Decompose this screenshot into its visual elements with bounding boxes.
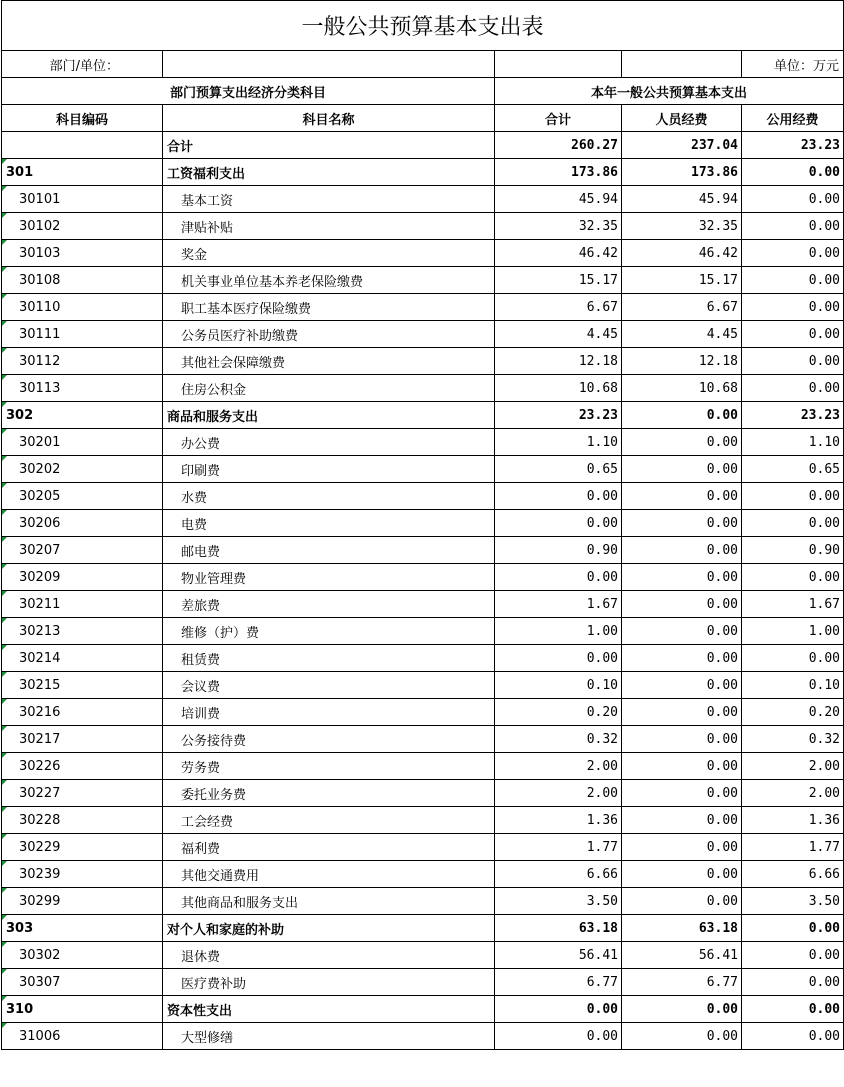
group-header-right: 本年一般公共预算基本支出 [495, 78, 844, 105]
row-code-text: 30213 [19, 623, 61, 639]
row-personnel: 0.00 [622, 456, 742, 483]
row-personnel: 0.00 [622, 834, 742, 861]
text-number-marker-icon [2, 429, 7, 434]
row-total: 1.00 [495, 618, 622, 645]
page-title: 一般公共预算基本支出表 [2, 1, 844, 51]
row-code [2, 942, 163, 969]
text-number-marker-icon [2, 1023, 7, 1028]
row-public: 1.10 [742, 429, 844, 456]
row-code [2, 186, 163, 213]
row-total: 1.10 [495, 429, 622, 456]
row-code [2, 348, 163, 375]
text-number-marker-icon [2, 618, 7, 623]
row-code [2, 267, 163, 294]
row-name: 其他商品和服务支出 [163, 888, 495, 915]
row-name: 委托业务费 [163, 780, 495, 807]
row-public: 0.00 [742, 645, 844, 672]
row-code [2, 159, 163, 186]
row-code [2, 213, 163, 240]
text-number-marker-icon [2, 915, 7, 920]
row-name: 资本性支出 [163, 996, 495, 1023]
row-name: 培训费 [163, 699, 495, 726]
table-row [2, 915, 844, 942]
row-code [2, 402, 163, 429]
row-personnel: 0.00 [622, 618, 742, 645]
row-public: 0.00 [742, 267, 844, 294]
row-personnel: 10.68 [622, 375, 742, 402]
row-total: 0.00 [495, 564, 622, 591]
row-total: 10.68 [495, 375, 622, 402]
row-personnel: 46.42 [622, 240, 742, 267]
column-header-name: 科目名称 [163, 105, 495, 132]
row-public: 2.00 [742, 753, 844, 780]
table-row [2, 213, 844, 240]
row-personnel: 0.00 [622, 510, 742, 537]
row-name: 大型修缮 [163, 1023, 495, 1050]
table-row [2, 240, 844, 267]
row-code [2, 564, 163, 591]
row-code [2, 888, 163, 915]
row-personnel: 4.45 [622, 321, 742, 348]
row-public: 0.00 [742, 213, 844, 240]
table-row [2, 267, 844, 294]
row-public: 0.00 [742, 348, 844, 375]
text-number-marker-icon [2, 321, 7, 326]
row-name: 福利费 [163, 834, 495, 861]
table-row [2, 402, 844, 429]
row-name: 住房公积金 [163, 375, 495, 402]
text-number-marker-icon [2, 186, 7, 191]
table-row [2, 510, 844, 537]
row-public: 0.00 [742, 159, 844, 186]
row-personnel: 0.00 [622, 888, 742, 915]
row-code-text: 30207 [19, 542, 61, 558]
row-public: 1.36 [742, 807, 844, 834]
row-personnel: 0.00 [622, 1023, 742, 1050]
row-personnel: 0.00 [622, 753, 742, 780]
budget-table [1, 0, 844, 1050]
row-name: 会议费 [163, 672, 495, 699]
row-personnel: 0.00 [622, 645, 742, 672]
row-code-text: 30209 [19, 569, 61, 585]
row-total: 1.77 [495, 834, 622, 861]
text-number-marker-icon [2, 834, 7, 839]
group-header-left: 部门预算支出经济分类科目 [2, 78, 495, 105]
row-total: 15.17 [495, 267, 622, 294]
row-code-text: 30202 [19, 461, 61, 477]
row-name: 基本工资 [163, 186, 495, 213]
row-code [2, 645, 163, 672]
text-number-marker-icon [2, 402, 7, 407]
row-name: 其他社会保障缴费 [163, 348, 495, 375]
row-name: 机关事业单位基本养老保险缴费 [163, 267, 495, 294]
row-code [2, 807, 163, 834]
text-number-marker-icon [2, 348, 7, 353]
row-name: 工资福利支出 [163, 159, 495, 186]
row-public: 0.00 [742, 969, 844, 996]
table-row [2, 537, 844, 564]
row-code [2, 969, 163, 996]
row-code-text: 30228 [19, 812, 61, 828]
title-row [2, 1, 844, 51]
text-number-marker-icon [2, 213, 7, 218]
text-number-marker-icon [2, 807, 7, 812]
row-public: 0.32 [742, 726, 844, 753]
table-row [2, 726, 844, 753]
row-name: 奖金 [163, 240, 495, 267]
empty-cell[interactable] [495, 51, 622, 78]
row-name: 维修（护）费 [163, 618, 495, 645]
text-number-marker-icon [2, 294, 7, 299]
row-code-text: 30201 [19, 434, 61, 450]
table-row [2, 456, 844, 483]
row-public: 0.00 [742, 294, 844, 321]
table-row [2, 1023, 844, 1050]
empty-cell[interactable] [622, 51, 742, 78]
row-total: 56.41 [495, 942, 622, 969]
meta-row [2, 51, 844, 78]
row-public: 0.65 [742, 456, 844, 483]
row-public: 1.77 [742, 834, 844, 861]
row-personnel: 32.35 [622, 213, 742, 240]
row-total: 46.42 [495, 240, 622, 267]
text-number-marker-icon [2, 375, 7, 380]
row-personnel: 6.67 [622, 294, 742, 321]
row-total: 6.66 [495, 861, 622, 888]
text-number-marker-icon [2, 240, 7, 245]
row-personnel: 0.00 [622, 861, 742, 888]
row-code-text: 30110 [19, 299, 61, 315]
row-code [2, 456, 163, 483]
row-code-text: 30299 [19, 893, 61, 909]
row-total: 12.18 [495, 348, 622, 375]
row-code-text: 30103 [19, 245, 61, 261]
dept-label: 部门/单位： [2, 51, 163, 78]
table-row [2, 591, 844, 618]
row-code [2, 618, 163, 645]
row-total: 2.00 [495, 753, 622, 780]
row-code [2, 753, 163, 780]
row-personnel: 0.00 [622, 564, 742, 591]
text-number-marker-icon [2, 942, 7, 947]
row-code-text: 30205 [19, 488, 61, 504]
row-name: 职工基本医疗保险缴费 [163, 294, 495, 321]
row-code-text: 30229 [19, 839, 61, 855]
row-code-text: 30217 [19, 731, 61, 747]
text-number-marker-icon [2, 645, 7, 650]
row-code-text: 30214 [19, 650, 61, 666]
row-total: 23.23 [495, 402, 622, 429]
row-total: 0.00 [495, 1023, 622, 1050]
row-code-text: 30239 [19, 866, 61, 882]
row-code-text: 30215 [19, 677, 61, 693]
total-personnel: 237.04 [622, 132, 742, 159]
row-code [2, 429, 163, 456]
row-code-text: 30113 [19, 380, 61, 396]
row-code [2, 240, 163, 267]
row-name: 其他交通费用 [163, 861, 495, 888]
row-personnel: 0.00 [622, 537, 742, 564]
row-code [2, 537, 163, 564]
table-row [2, 942, 844, 969]
row-code-text: 30206 [19, 515, 61, 531]
row-name: 邮电费 [163, 537, 495, 564]
table-row [2, 672, 844, 699]
group-header-row [2, 78, 844, 105]
row-personnel: 0.00 [622, 996, 742, 1023]
table-row [2, 483, 844, 510]
row-personnel: 6.77 [622, 969, 742, 996]
text-number-marker-icon [2, 996, 7, 1001]
row-code-text: 302 [6, 407, 34, 423]
row-public: 1.67 [742, 591, 844, 618]
column-header-total: 合计 [495, 105, 622, 132]
table-row [2, 861, 844, 888]
row-code-text: 30302 [19, 947, 61, 963]
row-code [2, 699, 163, 726]
row-personnel: 56.41 [622, 942, 742, 969]
text-number-marker-icon [2, 510, 7, 515]
row-total: 0.20 [495, 699, 622, 726]
row-code-text: 301 [6, 164, 34, 180]
row-code-text: 30226 [19, 758, 61, 774]
row-code [2, 780, 163, 807]
table-row [2, 564, 844, 591]
row-name: 工会经费 [163, 807, 495, 834]
text-number-marker-icon [2, 699, 7, 704]
row-code-text: 30227 [19, 785, 61, 801]
row-code [2, 375, 163, 402]
row-name: 退休费 [163, 942, 495, 969]
row-code [2, 1023, 163, 1050]
row-total: 0.10 [495, 672, 622, 699]
row-public: 0.00 [742, 240, 844, 267]
row-public: 0.20 [742, 699, 844, 726]
row-personnel: 0.00 [622, 780, 742, 807]
row-code-text: 30108 [19, 272, 61, 288]
text-number-marker-icon [2, 456, 7, 461]
row-code-text: 310 [6, 1001, 34, 1017]
table-row [2, 618, 844, 645]
row-total: 173.86 [495, 159, 622, 186]
row-code [2, 996, 163, 1023]
row-total: 0.00 [495, 510, 622, 537]
row-total: 1.67 [495, 591, 622, 618]
row-code-text: 30101 [19, 191, 61, 207]
row-total: 6.77 [495, 969, 622, 996]
row-code-text: 30211 [19, 596, 61, 612]
text-number-marker-icon [2, 564, 7, 569]
row-total: 0.65 [495, 456, 622, 483]
row-code-text: 30307 [19, 974, 61, 990]
row-name: 商品和服务支出 [163, 402, 495, 429]
text-number-marker-icon [2, 861, 7, 866]
row-public: 0.00 [742, 915, 844, 942]
row-code-text: 31006 [19, 1028, 61, 1044]
row-public: 3.50 [742, 888, 844, 915]
text-number-marker-icon [2, 159, 7, 164]
row-code-text: 30216 [19, 704, 61, 720]
total-code-cell[interactable] [2, 132, 163, 159]
row-name: 公务员医疗补助缴费 [163, 321, 495, 348]
row-public: 0.00 [742, 186, 844, 213]
row-name: 办公费 [163, 429, 495, 456]
text-number-marker-icon [2, 726, 7, 731]
table-row [2, 699, 844, 726]
row-personnel: 12.18 [622, 348, 742, 375]
row-personnel: 63.18 [622, 915, 742, 942]
table-row [2, 888, 844, 915]
row-total: 6.67 [495, 294, 622, 321]
row-name: 电费 [163, 510, 495, 537]
row-public: 0.10 [742, 672, 844, 699]
row-public: 0.00 [742, 321, 844, 348]
table-row [2, 429, 844, 456]
row-name: 津贴补贴 [163, 213, 495, 240]
row-public: 0.00 [742, 510, 844, 537]
row-name: 差旅费 [163, 591, 495, 618]
row-public: 23.23 [742, 402, 844, 429]
row-public: 0.00 [742, 483, 844, 510]
total-total: 260.27 [495, 132, 622, 159]
row-public: 2.00 [742, 780, 844, 807]
total-row [2, 132, 844, 159]
row-public: 6.66 [742, 861, 844, 888]
row-name: 劳务费 [163, 753, 495, 780]
text-number-marker-icon [2, 591, 7, 596]
row-personnel: 173.86 [622, 159, 742, 186]
row-name: 物业管理费 [163, 564, 495, 591]
row-personnel: 0.00 [622, 591, 742, 618]
row-public: 0.00 [742, 942, 844, 969]
table-row [2, 969, 844, 996]
row-total: 63.18 [495, 915, 622, 942]
row-public: 0.00 [742, 1023, 844, 1050]
row-personnel: 45.94 [622, 186, 742, 213]
row-public: 0.00 [742, 375, 844, 402]
unit-label: 单位：万元 [742, 51, 844, 78]
text-number-marker-icon [2, 780, 7, 785]
table-row [2, 780, 844, 807]
table-row [2, 186, 844, 213]
row-code [2, 483, 163, 510]
row-code [2, 591, 163, 618]
table-row [2, 159, 844, 186]
column-header-row [2, 105, 844, 132]
table-row [2, 996, 844, 1023]
row-public: 0.90 [742, 537, 844, 564]
row-personnel: 0.00 [622, 402, 742, 429]
dept-value-cell[interactable] [163, 51, 495, 78]
row-total: 0.00 [495, 483, 622, 510]
table-row [2, 321, 844, 348]
row-total: 2.00 [495, 780, 622, 807]
row-personnel: 15.17 [622, 267, 742, 294]
row-code-text: 30111 [19, 326, 61, 342]
row-total: 0.90 [495, 537, 622, 564]
text-number-marker-icon [2, 267, 7, 272]
row-code [2, 510, 163, 537]
table-row [2, 348, 844, 375]
row-code [2, 861, 163, 888]
row-code-text: 30112 [19, 353, 61, 369]
row-code [2, 726, 163, 753]
row-code [2, 834, 163, 861]
row-public: 0.00 [742, 564, 844, 591]
row-total: 3.50 [495, 888, 622, 915]
row-total: 45.94 [495, 186, 622, 213]
text-number-marker-icon [2, 888, 7, 893]
row-personnel: 0.00 [622, 699, 742, 726]
row-personnel: 0.00 [622, 672, 742, 699]
row-personnel: 0.00 [622, 726, 742, 753]
row-total: 32.35 [495, 213, 622, 240]
table-body [2, 1, 844, 1050]
row-total: 1.36 [495, 807, 622, 834]
table-row [2, 753, 844, 780]
row-total: 0.32 [495, 726, 622, 753]
row-personnel: 0.00 [622, 429, 742, 456]
row-code-text: 30102 [19, 218, 61, 234]
row-public: 1.00 [742, 618, 844, 645]
text-number-marker-icon [2, 483, 7, 488]
row-name: 公务接待费 [163, 726, 495, 753]
table-row [2, 294, 844, 321]
row-personnel: 0.00 [622, 483, 742, 510]
column-header-code: 科目编码 [2, 105, 163, 132]
row-public: 0.00 [742, 996, 844, 1023]
row-code-text: 303 [6, 920, 34, 936]
column-header-personnel: 人员经费 [622, 105, 742, 132]
row-name: 对个人和家庭的补助 [163, 915, 495, 942]
row-total: 4.45 [495, 321, 622, 348]
row-code [2, 321, 163, 348]
row-total: 0.00 [495, 645, 622, 672]
row-code [2, 915, 163, 942]
row-total: 0.00 [495, 996, 622, 1023]
text-number-marker-icon [2, 753, 7, 758]
table-row [2, 834, 844, 861]
row-name: 医疗费补助 [163, 969, 495, 996]
row-code [2, 672, 163, 699]
row-personnel: 0.00 [622, 807, 742, 834]
row-name: 水费 [163, 483, 495, 510]
table-row [2, 807, 844, 834]
table-row [2, 375, 844, 402]
column-header-public: 公用经费 [742, 105, 844, 132]
text-number-marker-icon [2, 537, 7, 542]
text-number-marker-icon [2, 969, 7, 974]
row-name: 租赁费 [163, 645, 495, 672]
row-name: 印刷费 [163, 456, 495, 483]
total-name: 合计 [163, 132, 495, 159]
row-code [2, 294, 163, 321]
text-number-marker-icon [2, 672, 7, 677]
total-public: 23.23 [742, 132, 844, 159]
table-row [2, 645, 844, 672]
